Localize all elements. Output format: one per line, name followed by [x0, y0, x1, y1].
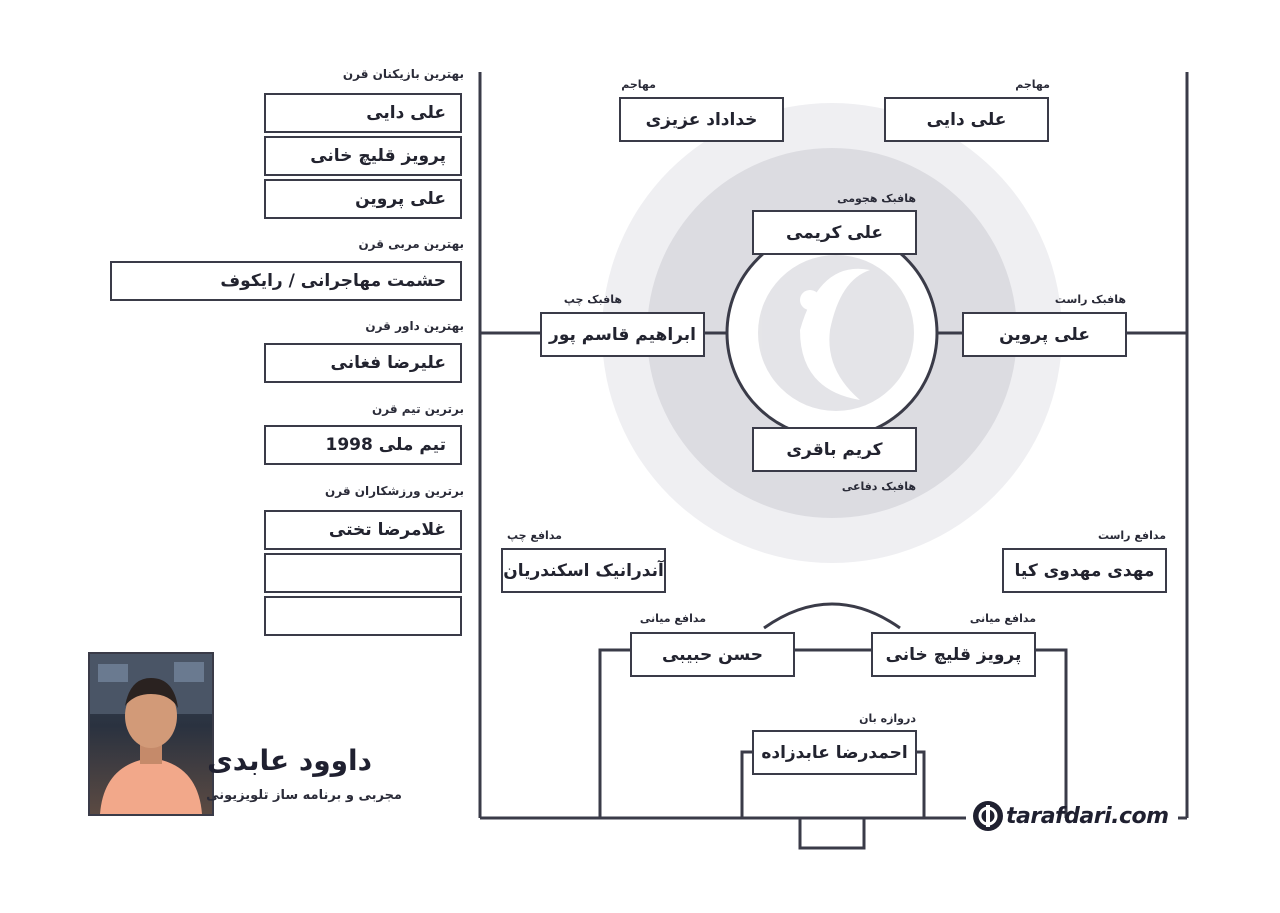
best-team-label: برترین تیم قرن	[372, 402, 464, 416]
best-referee-value: علیرضا فغانی	[264, 343, 462, 383]
best-coach-label: بهترین مربی قرن	[358, 237, 464, 251]
best-player-1: علی دایی	[264, 93, 462, 133]
tarafdari-logo-icon	[972, 800, 1004, 832]
best-coach-value: حشمت مهاجرانی / رایکوف	[110, 261, 462, 301]
best-athlete-2	[264, 553, 462, 593]
right-back-player: مهدی مهدوی کیا	[1002, 548, 1167, 593]
center-back-right-player: پرویز قلیچ خانی	[871, 632, 1036, 677]
author-name: داوود عابدی	[207, 744, 372, 777]
center-back-left-player: حسن حبیبی	[630, 632, 795, 677]
left-mid-position: هافبک چپ	[563, 293, 622, 306]
right-mid-player: علی پروین	[962, 312, 1127, 357]
attacking-mid-player: علی کریمی	[752, 210, 917, 255]
best-referee-label: بهترین داور قرن	[365, 319, 464, 333]
right-back-position: مدافع راست	[1097, 529, 1166, 542]
tarafdari-logo-text: tarafdari.com	[1006, 803, 1169, 829]
best-player-2: پرویز قلیچ خانی	[264, 136, 462, 176]
author-portrait-icon	[90, 654, 212, 814]
best-player-3: علی پروین	[264, 179, 462, 219]
goalkeeper-player: احمدرضا عابدزاده	[752, 730, 917, 775]
defensive-mid-player: کریم باقری	[752, 427, 917, 472]
right-mid-position: هافبک راست	[1054, 293, 1126, 306]
center-back-right-position: مدافع میانی	[969, 612, 1036, 625]
author-photo	[88, 652, 214, 816]
striker-right-position: مهاجم	[1015, 78, 1050, 91]
striker-right-player: علی دایی	[884, 97, 1049, 142]
watermark-icon	[758, 255, 914, 411]
striker-left-position: مهاجم	[621, 78, 656, 91]
best-players-label: بهترین بازیکنان قرن	[342, 67, 464, 81]
best-athlete-3	[264, 596, 462, 636]
author-role: مجربی و برنامه ساز تلویزیونی	[206, 788, 402, 803]
goalkeeper-position: دروازه بان	[859, 712, 916, 725]
attacking-mid-position: هافبک هجومی	[837, 192, 916, 205]
striker-left-player: خداداد عزیزی	[619, 97, 784, 142]
best-team-value: تیم ملی 1998	[264, 425, 462, 465]
left-mid-player: ابراهیم قاسم پور	[540, 312, 705, 357]
tarafdari-logo	[972, 798, 1169, 834]
best-athlete-1: غلامرضا تختی	[264, 510, 462, 550]
defensive-mid-position: هافبک دفاعی	[841, 480, 916, 493]
center-back-left-position: مدافع میانی	[639, 612, 706, 625]
left-back-player: آندرانیک اسکندریان	[501, 548, 666, 593]
best-athletes-label: برترین ورزشکاران قرن	[325, 484, 464, 498]
left-back-position: مدافع چپ	[506, 529, 562, 542]
